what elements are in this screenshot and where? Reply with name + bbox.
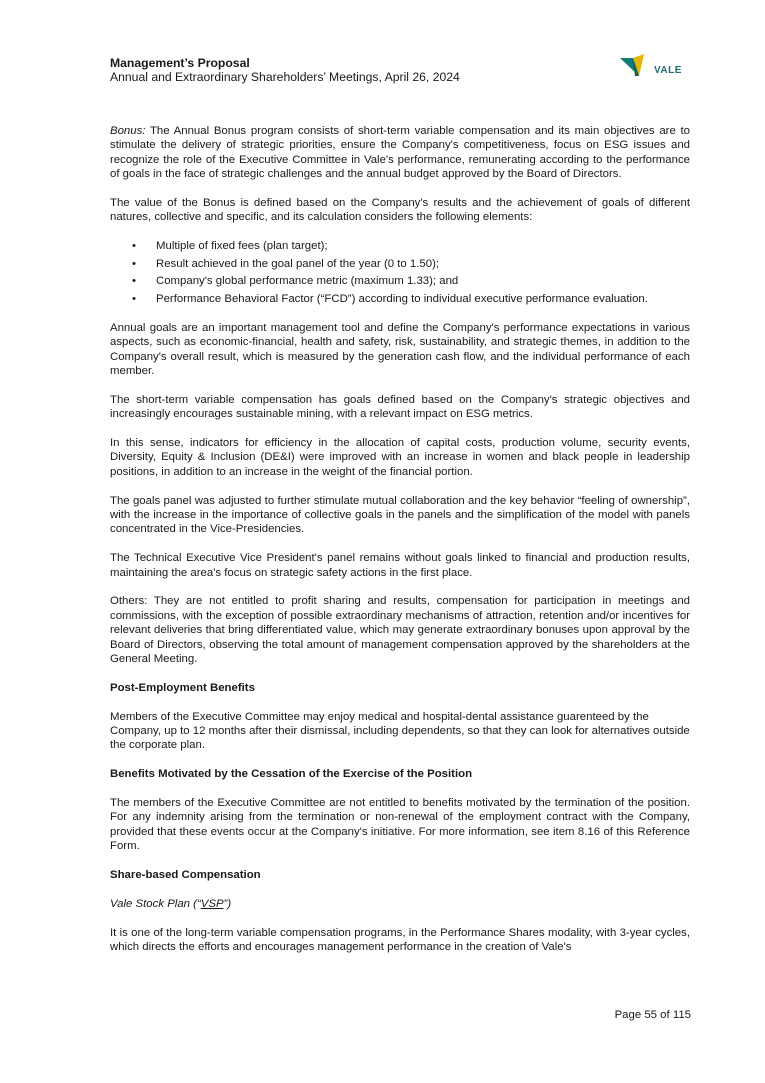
list-item bbox=[132, 274, 690, 288]
post-employment-paragraph: Members of the Executive Committee may enjoy medical and hospital-dental assistance guarenteed by the Company, up to 12 months after their dismissal, including dependents, so that they can look for alternatives outside the corporate plan. bbox=[110, 710, 690, 752]
bonus-text: The Annual Bonus program consists of short-term variable compensation and its main objectives are to stimulate the delivery of strategic priorities, ensure the Company's competitiveness, focus on ESG issues and recognize the role of the Executive Committee in Vale's performance, remunerating according to the performance of goals in the face of strategic challenges and the annual budget approved by the Board of Directors. bbox=[110, 125, 690, 181]
bonus-value-paragraph: The value of the Bonus is defined based on the Company's results and the achievement of goals of different natures, collective and specific, and its calculation considers the following elements: bbox=[110, 197, 690, 224]
bonus-paragraph bbox=[110, 124, 690, 182]
vsp-prefix: Vale Stock Plan (“ bbox=[110, 897, 201, 910]
main-content bbox=[110, 124, 690, 969]
vsp-paragraph: It is one of the long-term variable compensation programs, in the Performance Shares modality, with 3-year cycles, which directs the efforts and encourages management performance in the creation of Vale's bbox=[110, 926, 690, 954]
bonus-elements-list bbox=[110, 239, 690, 306]
logo-text: VALE bbox=[654, 65, 682, 76]
vsp-suffix: ”) bbox=[223, 897, 232, 910]
bonus-label: Bonus: bbox=[110, 125, 146, 137]
others-paragraph: Others: They are not entitled to profit sharing and results, compensation for participation in meetings and commissions, with the exception of possible extraordinary mechanisms of attraction, retention and/or incentives for relevant deliveries that bring differentiated value, which may generate extraordinary bonuses upon approval by the Board of Directors, observing the total amount of management compensation approved by the shareholders at the General Meeting. bbox=[110, 595, 690, 666]
list-item-text: Company's global performance metric (maximum 1.33); and bbox=[156, 275, 459, 288]
vsp-abbr: VSP bbox=[200, 897, 224, 910]
post-employment-heading: Post-Employment Benefits bbox=[110, 681, 255, 694]
list-item bbox=[132, 257, 690, 271]
page-number: Page 55 of 115 bbox=[614, 1009, 691, 1021]
share-based-heading: Share-based Compensation bbox=[110, 869, 261, 882]
vale-logo bbox=[620, 52, 690, 86]
header-subtitle: Annual and Extraordinary Shareholders’ Meetings, April 26, 2024 bbox=[110, 70, 460, 84]
annual-goals-paragraph: Annual goals are an important management tool and define the Company's performance expectations in various aspects, such as economic-financial, health and safety, risk, sustainability, and strategic themes, in addition to the Company's overall result, which is measured by the generation cash flow, and the individual performance of each member. bbox=[110, 321, 690, 378]
bullet-icon: • bbox=[132, 293, 136, 305]
bullet-icon: • bbox=[132, 257, 136, 270]
list-item bbox=[132, 292, 690, 306]
vsp-subheading bbox=[110, 897, 690, 911]
list-item-text: Performance Behavioral Factor (“FCD”) according to individual executive performance evaluation. bbox=[156, 293, 648, 305]
short-term-paragraph: The short-term variable compensation has goals defined based on the Company's strategic objectives and increasingly encourages sustainable mining, with a relevant impact on ESG metrics. bbox=[110, 393, 690, 421]
cessation-heading: Benefits Motivated by the Cessation of the Exercise of the Position bbox=[110, 768, 473, 781]
indicators-paragraph: In this sense, indicators for efficiency in the allocation of capital costs, production volume, security events, Diversity, Equity & Inclusion (DE&I) were improved with an increase in women and black people in leadership positions, in addition to an increase in the weight of the financial portion. bbox=[110, 437, 690, 478]
list-item-text: Multiple of fixed fees (plan target); bbox=[156, 240, 328, 253]
goals-panel-paragraph: The goals panel was adjusted to further stimulate mutual collaboration and the key behavior “feeling of ownership”, with the increase in the importance of collective goals in the panels and the simplification of the model with panels concentrated in the Vice-Presidencies. bbox=[110, 494, 690, 536]
list-item bbox=[132, 239, 690, 253]
technical-evp-paragraph: The Technical Executive Vice President's panel remains without goals linked to financial and production results, maintaining the area's focus on strategic safety actions in the first place. bbox=[110, 552, 690, 579]
cessation-paragraph: The members of the Executive Committee are not entitled to benefits motivated by the termination of the position. For any indemnity arising from the termination or non-renewal of the employment contract with the Company, provided that these events occur at the Company's initiative. For more information, see item 8.16 of this Reference Form. bbox=[110, 797, 690, 853]
header-title: Management’s Proposal bbox=[110, 56, 250, 70]
bullet-icon: • bbox=[132, 275, 136, 288]
bullet-icon: • bbox=[132, 240, 136, 253]
page-header bbox=[110, 56, 590, 85]
list-item-text: Result achieved in the goal panel of the year (0 to 1.50); bbox=[156, 257, 440, 270]
